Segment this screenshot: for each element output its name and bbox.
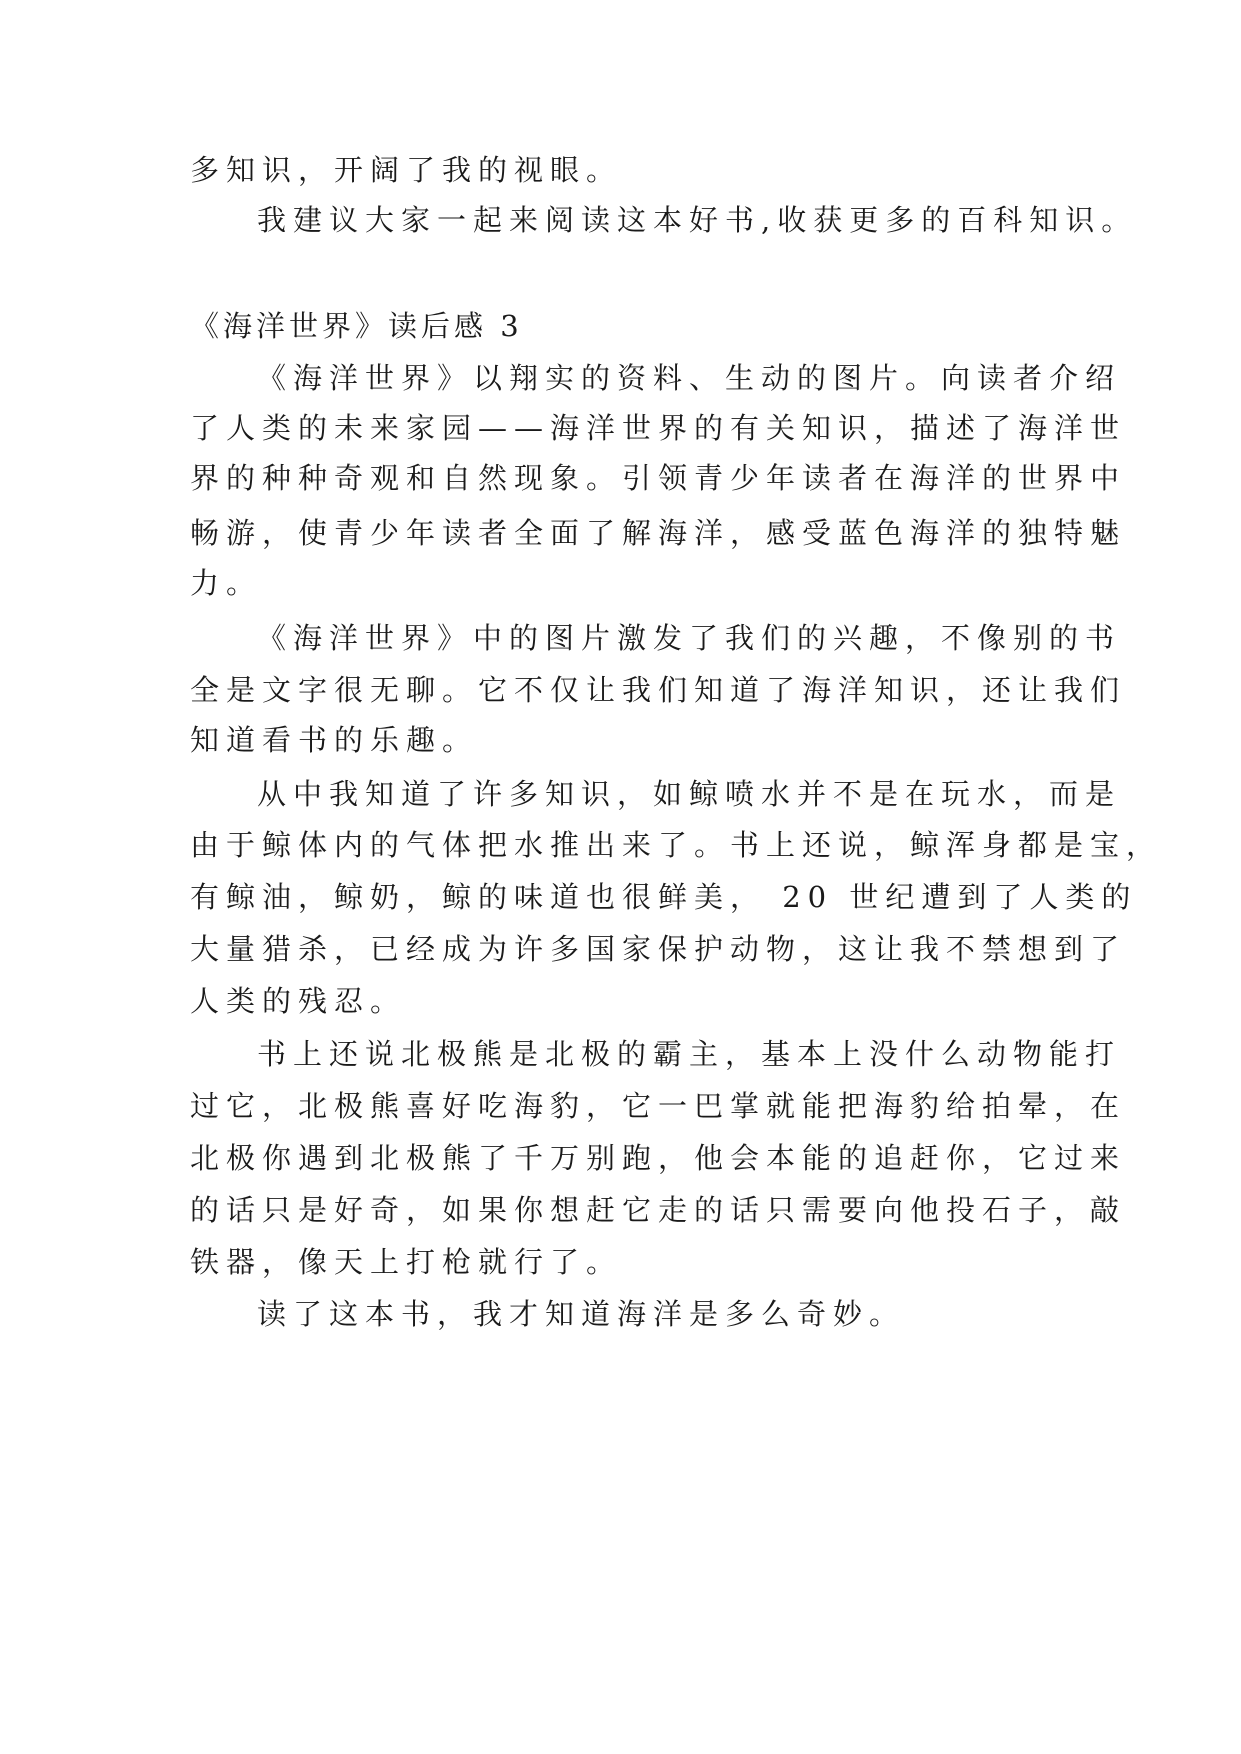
paragraph-line: 过它，北极熊喜好吃海豹，它一巴掌就能把海豹给拍晕，在 [190, 1089, 1127, 1123]
paragraph-line: 有鲸油，鲸奶，鲸的味道也很鲜美， 20 世纪遭到了人类的 [190, 880, 1138, 914]
paragraph-line: 读了这本书，我才知道海洋是多么奇妙。 [257, 1297, 906, 1331]
paragraph-line: 多知识，开阔了我的视眼。 [190, 153, 623, 187]
paragraph-line: 力。 [190, 566, 263, 600]
paragraph-line: 铁器，像天上打枪就行了。 [190, 1245, 623, 1279]
paragraph-line: 书上还说北极熊是北极的霸主，基本上没什么动物能打 [257, 1037, 1122, 1071]
section-heading: 《海洋世界》读后感 3 [190, 309, 523, 343]
paragraph-line: 《海洋世界》以翔实的资料、生动的图片。向读者介绍 [257, 361, 1122, 395]
paragraph-line: 人类的残忍。 [190, 984, 407, 1018]
paragraph-line: 从中我知道了许多知识，如鲸喷水并不是在玩水，而是 [257, 777, 1122, 811]
paragraph-line: 我建议大家一起来阅读这本好书,收获更多的百科知识。 [257, 203, 1138, 237]
paragraph-line: 了人类的未来家园——海洋世界的有关知识，描述了海洋世 [190, 411, 1127, 445]
paragraph-line: 的话只是好奇，如果你想赶它走的话只需要向他投石子，敲 [190, 1193, 1127, 1227]
paragraph-line: 大量猎杀，已经成为许多国家保护动物，这让我不禁想到了 [190, 932, 1127, 966]
paragraph-line: 全是文字很无聊。它不仅让我们知道了海洋知识，还让我们 [190, 673, 1127, 707]
paragraph-line: 《海洋世界》中的图片激发了我们的兴趣，不像别的书 [257, 621, 1122, 655]
paragraph-line: 由于鲸体内的气体把水推出来了。书上还说，鲸浑身都是宝， [190, 828, 1163, 862]
paragraph-line: 界的种种奇观和自然现象。引领青少年读者在海洋的世界中 [190, 461, 1127, 495]
paragraph-line: 北极你遇到北极熊了千万别跑，他会本能的追赶你，它过来 [190, 1141, 1127, 1175]
paragraph-line: 畅游，使青少年读者全面了解海洋，感受蓝色海洋的独特魅 [190, 516, 1127, 550]
paragraph-line: 知道看书的乐趣。 [190, 723, 479, 757]
